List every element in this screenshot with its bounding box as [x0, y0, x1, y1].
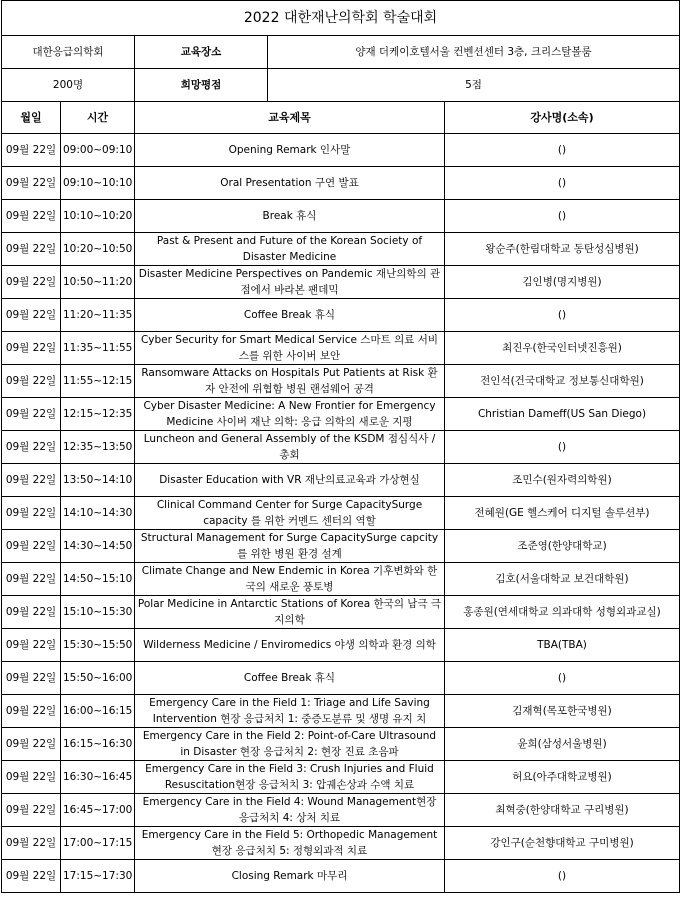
organizer: 대한응급의학회 [2, 36, 135, 69]
row-date: 09월 22일 [2, 728, 61, 761]
row-speaker: () [445, 299, 680, 332]
row-speaker: 최진우(한국인터넷진흥원) [445, 332, 680, 365]
row-date: 09월 22일 [2, 233, 61, 266]
row-speaker: 윤희(삼성서울병원) [445, 728, 680, 761]
row-date: 09월 22일 [2, 299, 61, 332]
row-speaker: 조준영(한양대학교) [445, 530, 680, 563]
row-speaker: TBA(TBA) [445, 629, 680, 662]
row-date: 09월 22일 [2, 860, 61, 893]
row-date: 09월 22일 [2, 596, 61, 629]
header-date: 월일 [2, 102, 61, 134]
header-topic: 교육제목 [135, 102, 445, 134]
row-topic: Opening Remark 인사말 [135, 134, 445, 167]
row-topic: Break 휴식 [135, 200, 445, 233]
row-speaker: () [445, 167, 680, 200]
table-row [2, 563, 680, 596]
row-time: 14:10~14:30 [61, 497, 135, 530]
table-row [2, 332, 680, 365]
row-time: 12:15~12:35 [61, 398, 135, 431]
row-topic: Closing Remark 마무리 [135, 860, 445, 893]
row-topic: Emergency Care in the Field 4: Wound Management현장 응급처치 4: 상처 치료 [135, 794, 445, 827]
table-row [2, 266, 680, 299]
row-topic: Luncheon and General Assembly of the KSDM 점심식사 / 총회 [135, 431, 445, 464]
row-topic: Wilderness Medicine / Enviromedics 야생 의학과 환경 의학 [135, 629, 445, 662]
row-time: 15:50~16:00 [61, 662, 135, 695]
row-topic: Oral Presentation 구연 발표 [135, 167, 445, 200]
row-topic: Emergency Care in the Field 1: Triage and Life Saving Intervention 현장 응급처치 1: 중증도분류 및 생명 유지 치 [135, 695, 445, 728]
row-time: 11:20~11:35 [61, 299, 135, 332]
venue-label: 교육장소 [135, 36, 268, 69]
table-row [2, 728, 680, 761]
row-time: 14:50~15:10 [61, 563, 135, 596]
row-time: 16:30~16:45 [61, 761, 135, 794]
header-time: 시간 [61, 102, 135, 134]
row-time: 11:35~11:55 [61, 332, 135, 365]
table-row [2, 398, 680, 431]
table-row [2, 794, 680, 827]
table-row [2, 596, 680, 629]
table-row [2, 299, 680, 332]
table-row [2, 365, 680, 398]
row-date: 09월 22일 [2, 695, 61, 728]
row-date: 09월 22일 [2, 266, 61, 299]
row-date: 09월 22일 [2, 398, 61, 431]
row-topic: Emergency Care in the Field 2: Point-of-Care Ultrasound in Disaster 현장 응급처치 2: 현장 진료 초음파 [135, 728, 445, 761]
capacity: 200명 [2, 69, 135, 102]
score-label: 희망평점 [135, 69, 268, 102]
row-speaker: 전인석(건국대학교 정보통신대학원) [445, 365, 680, 398]
row-time: 16:45~17:00 [61, 794, 135, 827]
row-date: 09월 22일 [2, 167, 61, 200]
row-speaker: 김인병(명지병원) [445, 266, 680, 299]
row-speaker: 김호(서울대학교 보건대학원) [445, 563, 680, 596]
table-row [2, 860, 680, 893]
header-speaker: 강사명(소속) [445, 102, 680, 134]
row-date: 09월 22일 [2, 794, 61, 827]
table-row [2, 497, 680, 530]
row-time: 11:55~12:15 [61, 365, 135, 398]
table-row [2, 167, 680, 200]
table-row [2, 134, 680, 167]
table-row [2, 629, 680, 662]
row-date: 09월 22일 [2, 761, 61, 794]
row-time: 17:15~17:30 [61, 860, 135, 893]
row-speaker: () [445, 662, 680, 695]
row-topic: Cyber Security for Smart Medical Service 스마트 의료 서비스를 위한 사이버 보안 [135, 332, 445, 365]
row-speaker: 조민수(원자력의학원) [445, 464, 680, 497]
row-date: 09월 22일 [2, 431, 61, 464]
row-topic: Emergency Care in the Field 3: Crush Injuries and Fluid Resuscitation현장 응급처치 3: 압궤손상과 수액 치료 [135, 761, 445, 794]
row-date: 09월 22일 [2, 530, 61, 563]
row-date: 09월 22일 [2, 563, 61, 596]
table-row [2, 200, 680, 233]
row-speaker: 최혁중(한양대학교 구리병원) [445, 794, 680, 827]
row-topic: Past & Present and Future of the Korean Society of Disaster Medicine [135, 233, 445, 266]
row-time: 10:20~10:50 [61, 233, 135, 266]
row-topic: Clinical Command Center for Surge CapacitySurge capacity 를 위한 커멘드 센터의 역할 [135, 497, 445, 530]
table-row [2, 827, 680, 860]
table-row [2, 464, 680, 497]
row-time: 13:50~14:10 [61, 464, 135, 497]
row-time: 15:10~15:30 [61, 596, 135, 629]
row-date: 09월 22일 [2, 200, 61, 233]
table-row [2, 431, 680, 464]
row-topic: Structural Management for Surge CapacitySurge capcity 를 위한 병원 환경 설계 [135, 530, 445, 563]
table-row [2, 695, 680, 728]
table-row [2, 233, 680, 266]
row-time: 16:15~16:30 [61, 728, 135, 761]
row-time: 15:30~15:50 [61, 629, 135, 662]
row-speaker: 김재혁(목포한국병원) [445, 695, 680, 728]
row-topic: Disaster Medicine Perspectives on Pandemic 재난의학의 관점에서 바라본 팬데믹 [135, 266, 445, 299]
row-speaker: () [445, 200, 680, 233]
row-time: 10:10~10:20 [61, 200, 135, 233]
row-date: 09월 22일 [2, 134, 61, 167]
row-speaker: 전혜원(GE 헬스케어 디지털 솔루션부) [445, 497, 680, 530]
row-speaker: Christian Dameff(US San Diego) [445, 398, 680, 431]
row-time: 09:10~10:10 [61, 167, 135, 200]
row-date: 09월 22일 [2, 662, 61, 695]
row-topic: Coffee Break 휴식 [135, 299, 445, 332]
row-time: 16:00~16:15 [61, 695, 135, 728]
row-time: 14:30~14:50 [61, 530, 135, 563]
row-date: 09월 22일 [2, 332, 61, 365]
row-speaker: 왕순주(한림대학교 동탄성심병원) [445, 233, 680, 266]
table-row [2, 761, 680, 794]
row-topic: Polar Medicine in Antarctic Stations of Korea 한국의 남극 극지의학 [135, 596, 445, 629]
score-value: 5점 [268, 69, 680, 102]
row-topic: Disaster Education with VR 재난의료교육과 가상현실 [135, 464, 445, 497]
row-date: 09월 22일 [2, 629, 61, 662]
row-speaker: 허요(아주대학교병원) [445, 761, 680, 794]
row-date: 09월 22일 [2, 464, 61, 497]
row-speaker: 홍종원(연세대학교 의과대학 성형외과교실) [445, 596, 680, 629]
table-row [2, 662, 680, 695]
row-time: 10:50~11:20 [61, 266, 135, 299]
schedule-table [1, 0, 680, 893]
row-speaker: () [445, 860, 680, 893]
row-time: 12:35~13:50 [61, 431, 135, 464]
row-topic: Climate Change and New Endemic in Korea 기후변화와 한국의 새로운 풍토병 [135, 563, 445, 596]
page-title: 2022 대한재난의학회 학술대회 [2, 1, 680, 36]
row-speaker: () [445, 431, 680, 464]
row-topic: Ransomware Attacks on Hospitals Put Patients at Risk 환자 안전에 위협함 병원 랜섬웨어 공격 [135, 365, 445, 398]
row-speaker: () [445, 134, 680, 167]
venue-value: 양재 더케이호텔서울 컨벤션센터 3층, 크리스탈볼룸 [268, 36, 680, 69]
row-date: 09월 22일 [2, 827, 61, 860]
table-row [2, 530, 680, 563]
row-date: 09월 22일 [2, 497, 61, 530]
row-time: 09:00~09:10 [61, 134, 135, 167]
row-topic: Coffee Break 휴식 [135, 662, 445, 695]
row-topic: Emergency Care in the Field 5: Orthopedic Management 현장 응급처치 5: 정형외과적 치료 [135, 827, 445, 860]
row-date: 09월 22일 [2, 365, 61, 398]
row-speaker: 강인구(순천향대학교 구미병원) [445, 827, 680, 860]
row-topic: Cyber Disaster Medicine: A New Frontier for Emergency Medicine 사이버 재난 의학: 응급 의학의 새로운 지평 [135, 398, 445, 431]
row-time: 17:00~17:15 [61, 827, 135, 860]
